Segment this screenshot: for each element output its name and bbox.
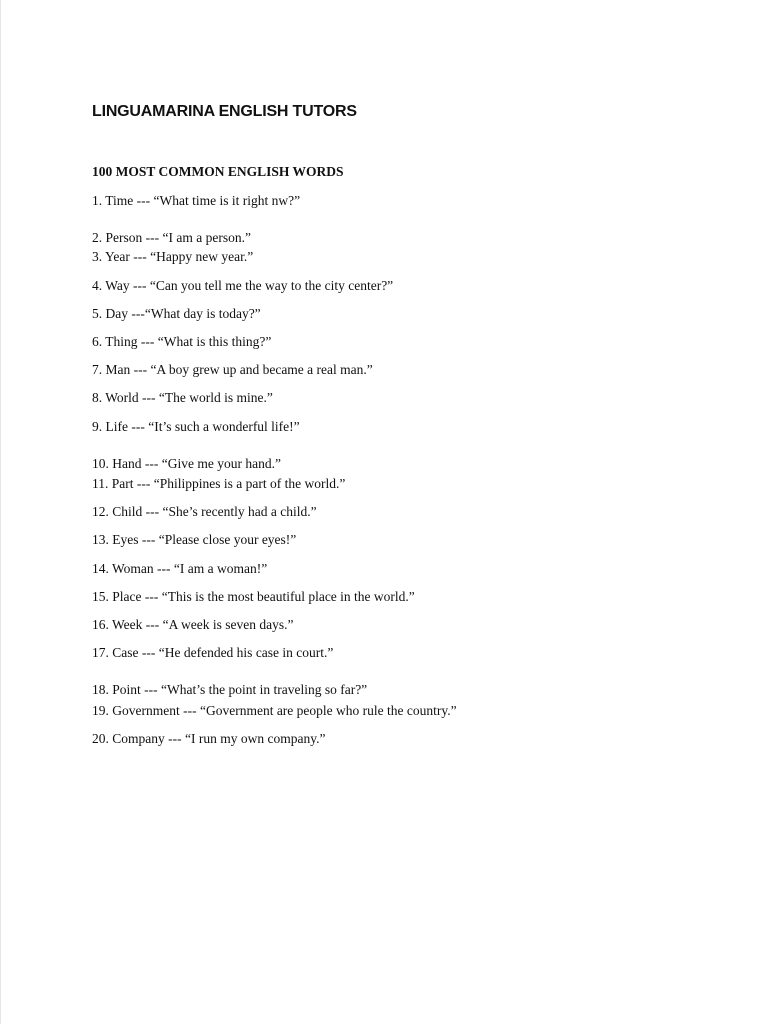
document-subtitle: 100 MOST COMMON ENGLISH WORDS	[92, 164, 344, 179]
word-entry-19: 19. Government --- “Government are people who rule the country.”	[92, 703, 457, 718]
word-entry-17: 17. Case --- “He defended his case in court.”	[92, 645, 334, 660]
word-entry-2: 2. Person --- “I am a person.”	[92, 230, 251, 245]
word-entry-13: 13. Eyes --- “Please close your eyes!”	[92, 532, 297, 547]
word-entry-20: 20. Company --- “I run my own company.”	[92, 731, 326, 746]
document-title: LINGUAMARINA ENGLISH TUTORS	[92, 103, 357, 120]
word-entry-12: 12. Child --- “She’s recently had a child.”	[92, 504, 317, 519]
word-entry-11: 11. Part --- “Philippines is a part of the world.”	[92, 476, 346, 491]
word-entry-8: 8. World --- “The world is mine.”	[92, 390, 273, 405]
word-entry-10: 10. Hand --- “Give me your hand.”	[92, 456, 281, 471]
word-entry-14: 14. Woman --- “I am a woman!”	[92, 561, 268, 576]
word-entry-15: 15. Place --- “This is the most beautiful place in the world.”	[92, 589, 415, 604]
word-entry-6: 6. Thing --- “What is this thing?”	[92, 334, 272, 349]
word-entry-18: 18. Point --- “What’s the point in traveling so far?”	[92, 682, 368, 697]
word-entry-1: 1. Time --- “What time is it right nw?”	[92, 193, 301, 208]
word-entry-3: 3. Year --- “Happy new year.”	[92, 249, 254, 264]
word-entry-9: 9. Life --- “It’s such a wonderful life!”	[92, 419, 300, 434]
word-entry-16: 16. Week --- “A week is seven days.”	[92, 617, 294, 632]
word-entry-4: 4. Way --- “Can you tell me the way to the city center?”	[92, 278, 394, 293]
word-entry-5: 5. Day ---“What day is today?”	[92, 306, 261, 321]
word-entry-7: 7. Man --- “A boy grew up and became a real man.”	[92, 362, 373, 377]
